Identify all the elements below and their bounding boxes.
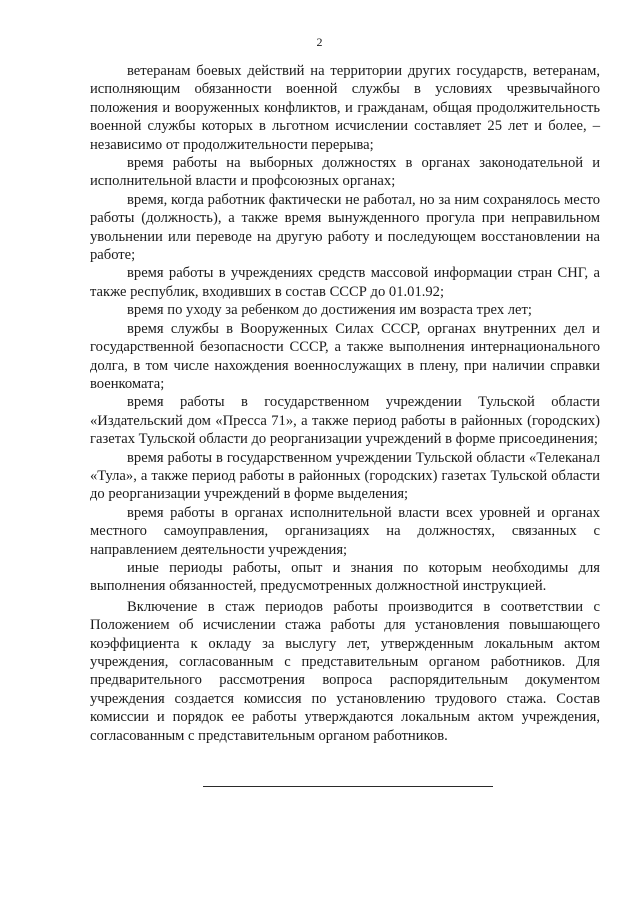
paragraph-armed-forces: время службы в Вооруженных Силах СССР, органах внутренних дел и государственной безопасности СССР, а также выполнения интернационального долга, в том числе нахождения военнослужащих в плену, при наличии справки военкомата; — [90, 320, 600, 392]
end-divider — [203, 786, 493, 787]
paragraph-veterans: ветеранам боевых действий на территории других государств, ветеранам, исполняющим обязанности военной службы в условиях чрезвычайного положения и вооруженных конфликтов, и гражданам, общая продолжительность военной службы которых в льготном исчислении составляет 25 лет и более, – независимо от продолжительности перерыва; — [90, 63, 600, 153]
paragraph-other-periods: иные периоды работы, опыт и знания по которым необходимы для выполнения обязанностей, предусмотренных должностной инструкцией. — [90, 559, 600, 595]
paragraph-executive-bodies: время работы в органах исполнительной власти всех уровней и органах местного самоуправления, организациях на должностях, связанных с направлением деятельности учреждения; — [90, 504, 600, 558]
paragraph-pressa-71: время работы в государственном учреждении Тульской области «Издательский дом «Пресса 71», а также период работы в районных (городских) газетах Тульской области до реорганизации учреждений в форме присоединения; — [90, 394, 600, 448]
paragraph-mass-media-cis: время работы в учреждениях средств массовой информации стран СНГ, а также республик, входивших в состав СССР до 01.01.92; — [90, 265, 600, 300]
paragraph-retained-position: время, когда работник фактически не работал, но за ним сохранялось место работы (должность), а также время вынужденного прогула при неправильном увольнении или переводе на другую работу и последующем восстановлении на работе; — [90, 191, 600, 264]
page-number: 2 — [316, 35, 323, 49]
paragraph-telekanal-tula: время работы в государственном учреждении Тульской области «Телеканал «Тула», а также период работы в районных (городских) газетах Тульской области до реорганизации учреждений в форме выделения; — [90, 449, 600, 503]
paragraph-elected-positions: время работы на выборных должностях в органах законодательной и исполнительной власти и профсоюзных органах; — [90, 155, 600, 190]
paragraph-inclusion-procedure: Включение в стаж периодов работы производится в соответствии с Положением об исчислении стажа работы для установления повышающего коэффициента к окладу за выслугу лет, утвержденным локальным актом учреждения, согласованным с представительным органом работников. Для предварительного рассмотрения вопроса распорядительным документом учреждения создается комиссия по установлению трудового стажа. Состав комиссии и порядок ее работы утверждаются локальным актом учреждения, согласованным с представительным органом работников. — [90, 598, 600, 744]
document-body — [90, 62, 600, 745]
paragraph-child-care: время по уходу за ребенком до достижения им возраста трех лет; — [127, 302, 532, 319]
